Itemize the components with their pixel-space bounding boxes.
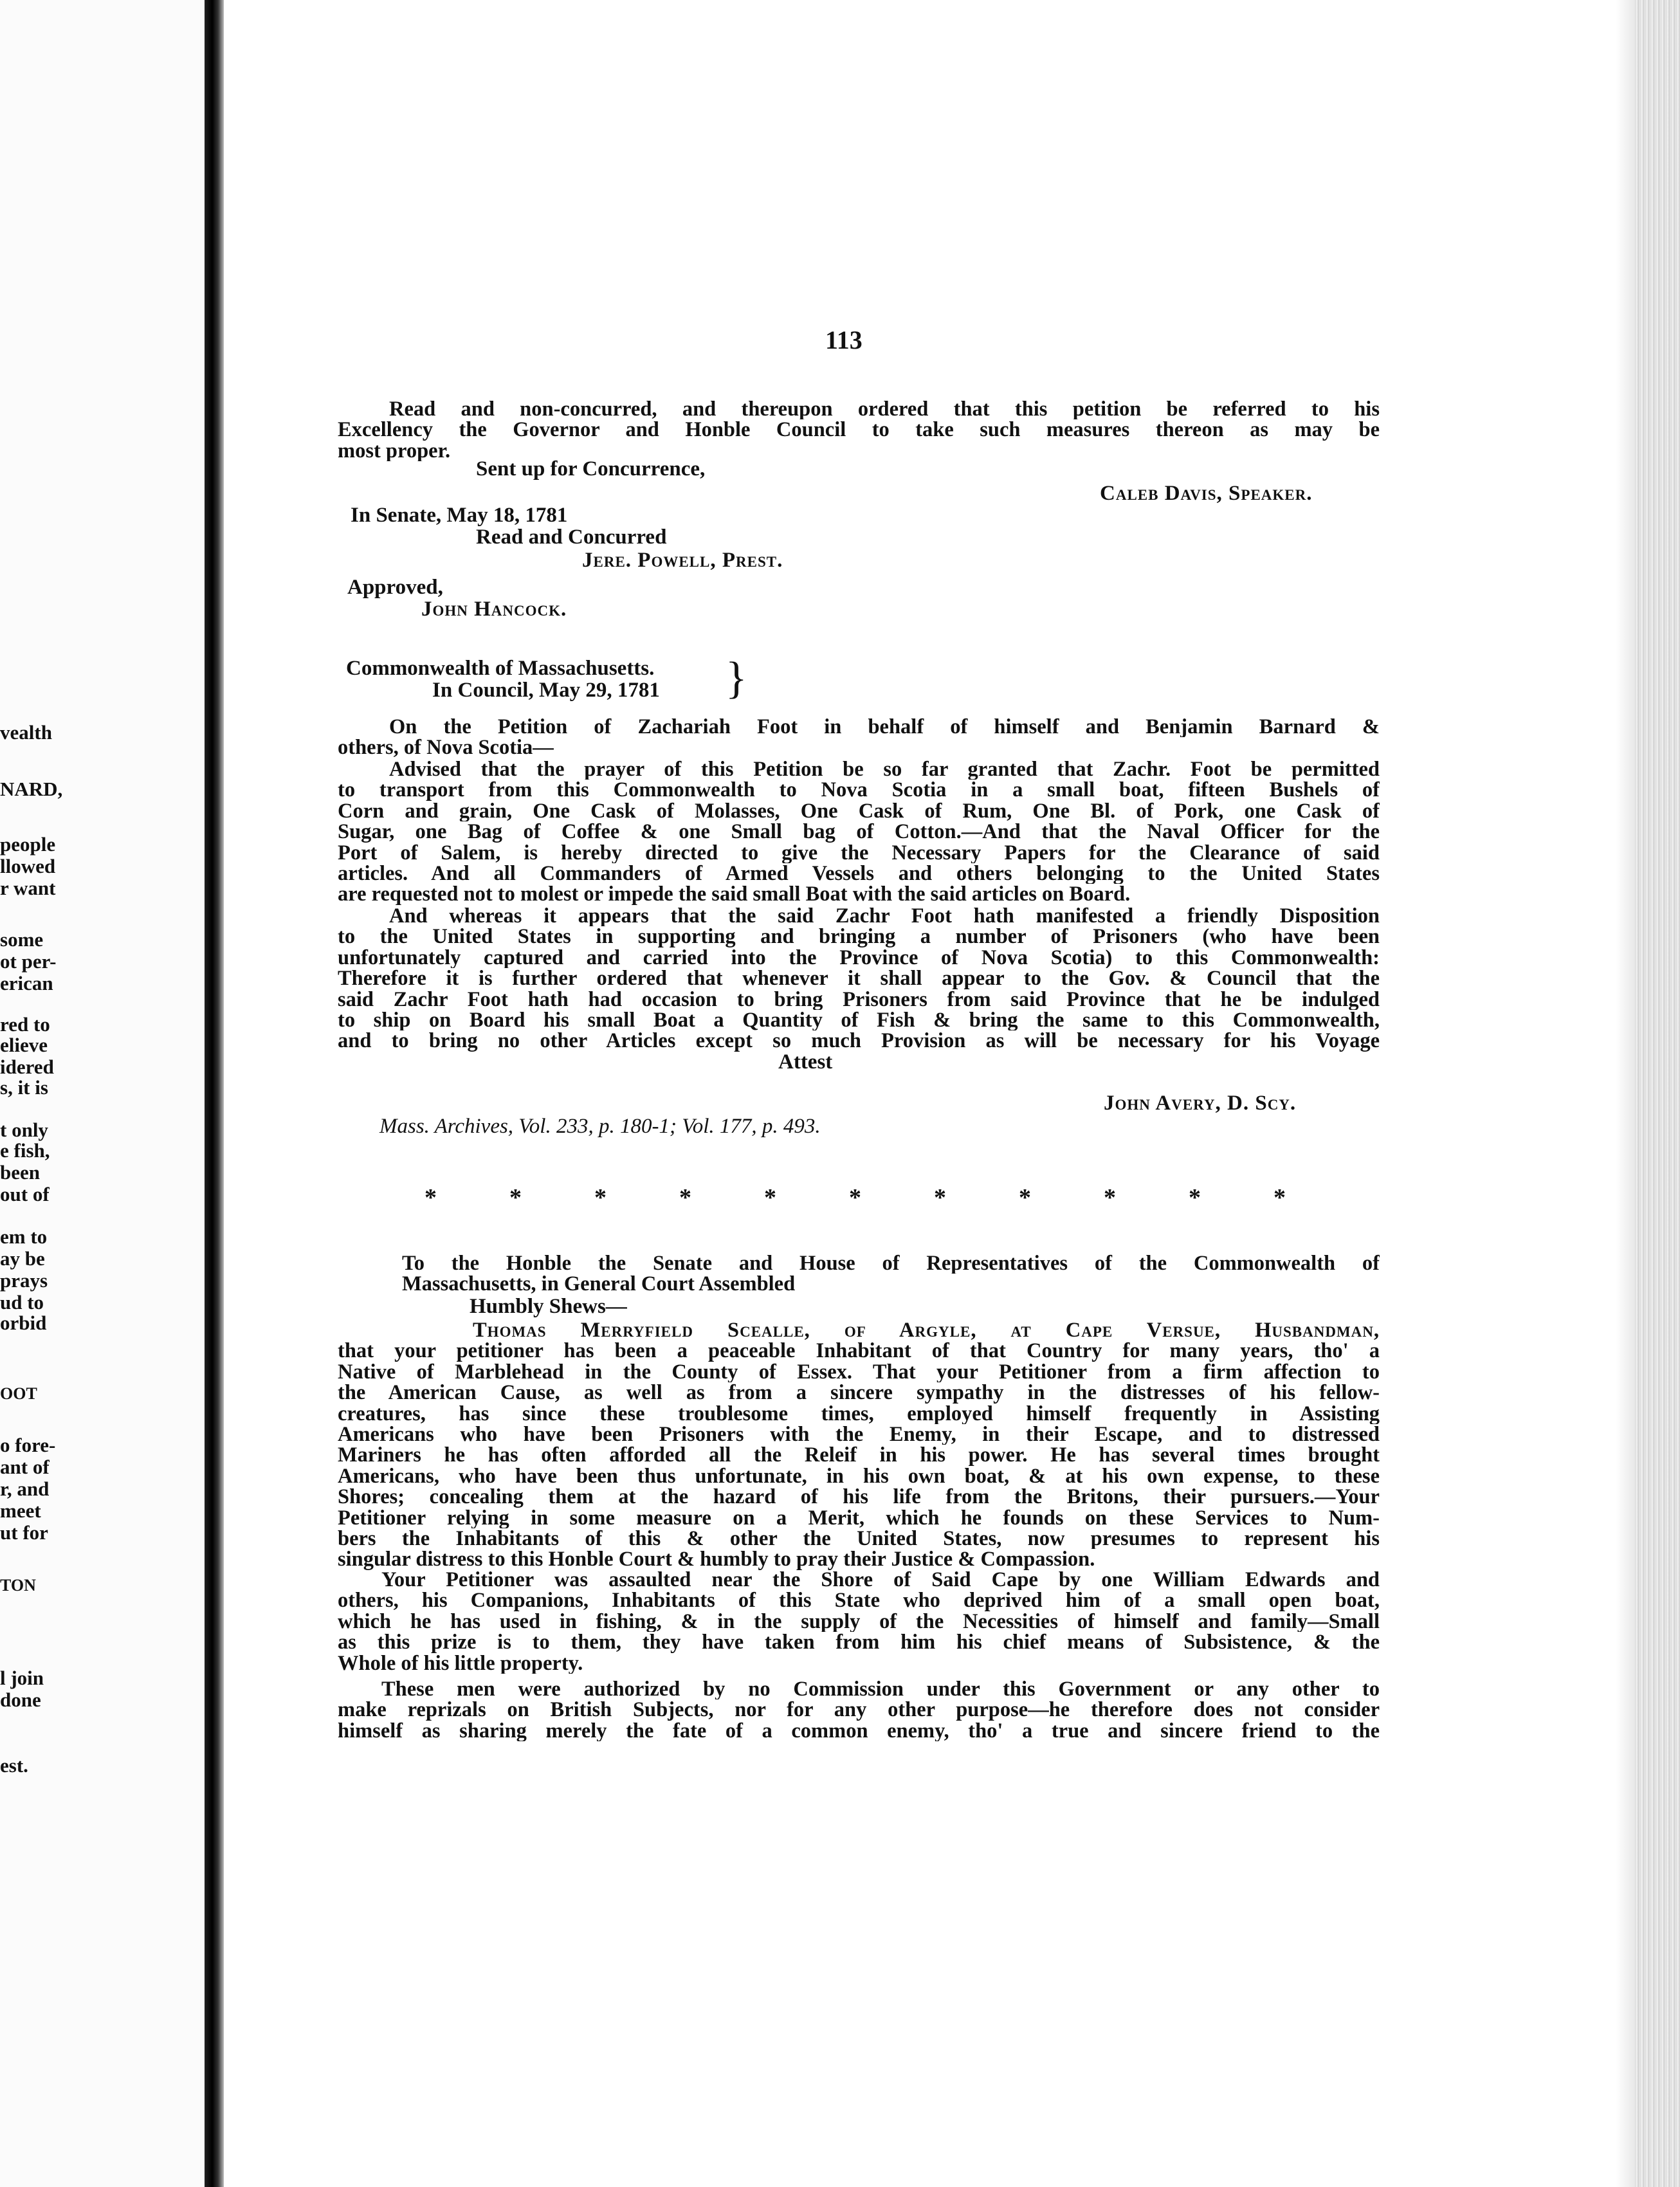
left-fragment: r want [0, 877, 56, 899]
left-fragment: red to [0, 1013, 50, 1036]
text-line: Petitioner relying in some measure on a Merit, which he founds on these Services to Num- [338, 1507, 1380, 1529]
left-fragment: r, and [0, 1478, 50, 1500]
text-line: Americans who have been Prisoners with the Enemy, in their Escape, and to distressed [338, 1424, 1380, 1445]
text-line: Therefore it is further ordered that whenever it shall appear to the Gov. & Council that the [338, 968, 1380, 989]
left-fragment: vealth [0, 721, 52, 744]
text-line: that your petitioner has been a peaceable Inhabitant of that Country for many years, tho' a [338, 1341, 1380, 1362]
left-fragment: TON [0, 1576, 36, 1595]
separator-star: * [425, 1184, 437, 1211]
book-gutter [205, 0, 224, 2187]
left-fragment: OOT [0, 1384, 37, 1403]
page-number: 113 [825, 325, 863, 354]
text-line: Read and non-concurred, and thereupon ordered that this petition be referred to his [389, 399, 1380, 420]
text-line: said Zachr Foot hath had occasion to bring Prisoners from said Province that he be indulged [338, 989, 1380, 1011]
governor-signature: John Hancock. [421, 598, 567, 621]
separator-star: * [509, 1184, 522, 1211]
text-line: Native of Marblehead in the County of Essex. That your Petitioner from a firm affection to [338, 1361, 1380, 1383]
brace-glyph: } [726, 654, 747, 703]
left-fragment: idered [0, 1056, 54, 1078]
text-line: to the United States in supporting and bringing a number of Prisoners (who have been [338, 926, 1380, 947]
text-line: unfortunately captured and carried into the Province of Nova Scotia) to this Commonwealth: [338, 947, 1380, 969]
left-fragment: ay be [0, 1247, 45, 1270]
assault-paragraph [338, 1569, 1380, 1674]
left-facing-page [0, 0, 205, 2187]
left-fragment: NARD, [0, 778, 63, 800]
text-line: Massachusetts, in General Court Assembled [402, 1274, 796, 1295]
left-fragment: ud to [0, 1291, 44, 1313]
left-fragment: t only [0, 1119, 48, 1141]
left-fragment: erican [0, 972, 53, 994]
president-signature: Jere. Powell, Prest. [582, 549, 783, 572]
text-line: others, of Nova Scotia— [338, 737, 554, 758]
left-fragment: ot per- [0, 950, 57, 973]
page-edge-shadow [1616, 0, 1635, 2187]
separator-star: * [1274, 1184, 1286, 1211]
petition-paragraph [338, 717, 1380, 758]
text-line: Your Petitioner was assaulted near the Shore of Said Cape by one William Edwards and [381, 1569, 1380, 1591]
left-fragment: elieve [0, 1034, 48, 1056]
text-line: And whereas it appears that the said Zachr Foot hath manifested a friendly Disposition [389, 906, 1380, 927]
secretary-signature: John Avery, D. Scy. [1104, 1092, 1297, 1115]
petition-body-paragraph [338, 1320, 1380, 1570]
text-line: Excellency the Governor and Honble Council to take such measures thereon as may be [338, 419, 1380, 441]
text-line: Mariners he has often afforded all the Releif in his power. He has several times brought [338, 1445, 1380, 1466]
text-line: Sugar, one Bag of Coffee & one Small bag of Cotton.—And that the Naval Officer for the [338, 821, 1380, 843]
attest-label: Attest [778, 1050, 833, 1074]
text-line: to transport from this Commonwealth to Nova Scotia in a small boat, fifteen Bushels of [338, 780, 1380, 801]
text-line: creatures, has since these troublesome times, employed himself frequently in Assisting [338, 1403, 1380, 1425]
whereas-paragraph [338, 906, 1380, 1052]
text-line: On the Petition of Zachariah Foot in behalf of himself and Benjamin Barnard & [389, 717, 1380, 738]
text-line: the American Cause, as well as from a sincere sympathy in the distresses of his fellow- [338, 1382, 1380, 1404]
separator-star: * [1104, 1184, 1116, 1211]
separator-star: * [679, 1184, 691, 1211]
left-fragment: some [0, 928, 44, 951]
left-fragment: est. [0, 1754, 28, 1777]
read-concurred-line: Read and Concurred [476, 526, 667, 549]
archive-citation: Mass. Archives, Vol. 233, p. 180-1; Vol. 177, p. 493. [379, 1115, 821, 1138]
left-fragment: prays [0, 1269, 48, 1292]
approved-line: Approved, [347, 576, 443, 599]
left-fragment: out of [0, 1183, 50, 1205]
text-line: are requested not to molest or impede the said small Boat with the said articles on Board. [338, 884, 1131, 905]
left-fragment: meet [0, 1499, 41, 1522]
left-fragment: orbid [0, 1312, 47, 1334]
left-fragment: em to [0, 1225, 48, 1248]
page-stack-edge [1635, 0, 1680, 2187]
text-line: which he has used in fishing, & in the supply of the Necessities of himself and family—Small [338, 1611, 1380, 1633]
text-line: Advised that the prayer of this Petition be so far granted that Zachr. Foot be permitted [389, 759, 1380, 780]
council-date: In Council, May 29, 1781 [432, 679, 660, 702]
text-line: make reprizals on British Subjects, nor for any other purpose—he therefore does not consider [338, 1699, 1380, 1721]
resolution-paragraph [338, 399, 1380, 461]
text-line: Thomas Merryfield Scealle, of Argyle, at Cape Versue, Husbandman, [473, 1320, 1380, 1341]
left-fragment: ut for [0, 1521, 48, 1544]
text-line: Corn and grain, One Cask of Molasses, One Cask of Rum, One Bl. of Pork, one Cask of [338, 800, 1380, 822]
separator-star: * [594, 1184, 607, 1211]
humbly-shews: Humbly Shews— [470, 1295, 627, 1318]
separator-star: * [1189, 1184, 1201, 1211]
text-line: Americans, who have been thus unfortunate, in his own boat, & at his own expense, to these [338, 1465, 1380, 1487]
text-line: singular distress to this Honble Court & humbly to pray their Justice & Compassion. [338, 1549, 1095, 1570]
text-line: Shores; concealing them at the hazard of his life from the Britons, their pursuers.—Your [338, 1487, 1380, 1508]
separator-star: * [764, 1184, 776, 1211]
left-fragment: e fish, [0, 1139, 50, 1162]
text-line: himself as sharing merely the fate of a common enemy, tho' a true and sincere friend to the [338, 1720, 1380, 1742]
left-fragment: o fore- [0, 1434, 56, 1456]
commission-paragraph [338, 1679, 1380, 1741]
left-fragment: people [0, 833, 56, 856]
advised-paragraph [338, 759, 1380, 905]
text-line: Whole of his little property. [338, 1652, 583, 1674]
sent-up-line: Sent up for Concurrence, [476, 457, 706, 480]
text-line: others, his Companions, Inhabitants of this State who deprived him of a small open boat, [338, 1590, 1380, 1611]
text-line: to ship on Board his small Boat a Quantity of Fish & bring the same to this Commonwealth, [338, 1010, 1380, 1031]
in-senate-date: In Senate, May 18, 1781 [351, 504, 568, 527]
text-line: These men were authorized by no Commission under this Government or any other to [381, 1679, 1380, 1700]
left-fragment: ant of [0, 1456, 50, 1478]
address-paragraph [338, 1253, 1380, 1295]
left-fragment: llowed [0, 855, 56, 877]
left-fragment: s, it is [0, 1076, 48, 1099]
left-fragment: been [0, 1161, 40, 1184]
commonwealth-heading: Commonwealth of Massachusetts. [346, 657, 655, 680]
left-fragment: done [0, 1688, 41, 1711]
speaker-signature: Caleb Davis, Speaker. [1100, 482, 1313, 505]
text-line: as this prize is to them, they have taken from him his chief means of Subsistence, & the [338, 1632, 1380, 1653]
text-line: articles. And all Commanders of Armed Vessels and others belonging to the United States [338, 863, 1380, 884]
text-line: bers the Inhabitants of this & other the United States, now presumes to represent his [338, 1528, 1380, 1550]
separator-star: * [934, 1184, 946, 1211]
separator-star: * [849, 1184, 861, 1211]
left-fragment: l join [0, 1667, 44, 1689]
text-line: Port of Salem, is hereby directed to give the Necessary Papers for the Clearance of said [338, 842, 1380, 864]
text-line: To the Honble the Senate and House of Representatives of the Commonwealth of [402, 1253, 1380, 1274]
text-line: most proper. [338, 440, 451, 462]
separator-star: * [1019, 1184, 1031, 1211]
text-line: and to bring no other Articles except so much Provision as will be necessary for his Voyage [338, 1030, 1380, 1052]
